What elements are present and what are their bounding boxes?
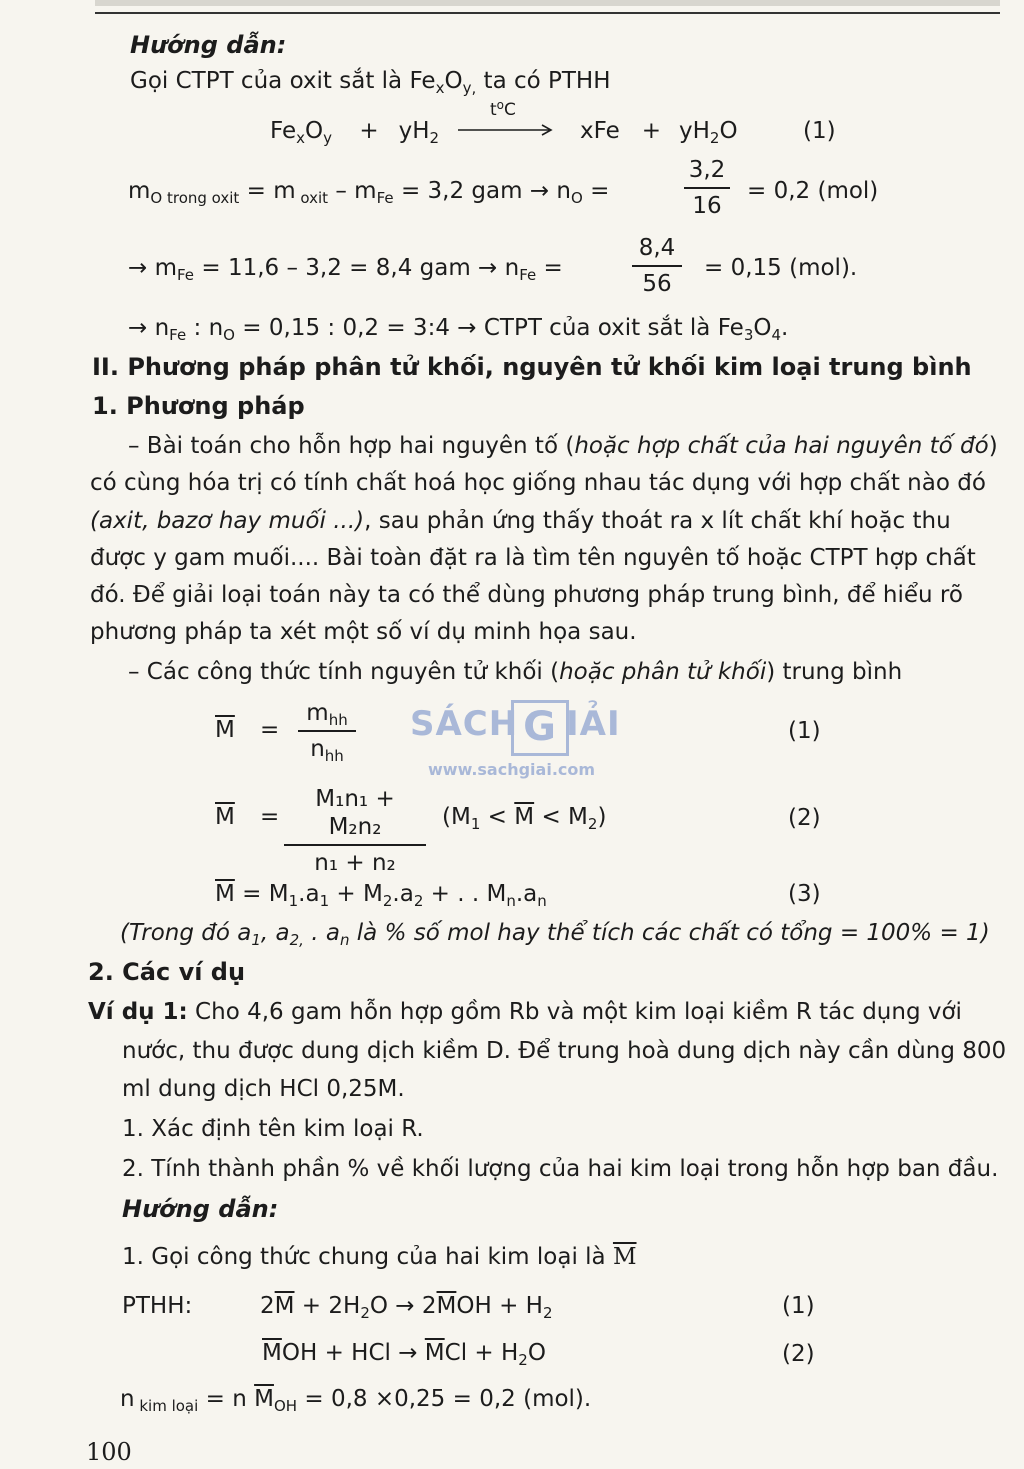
para1-line2: có cùng hóa trị có tính chất hoá học giống nhau tác dụng với hợp chất nào đó: [90, 470, 986, 496]
subsection-examples: 2. Các ví dụ: [88, 958, 246, 986]
line-mass-oxygen: $m_{O trong oxit} = m$ $_{oxit} - m_{Fe} = 3,2$ gam → $n_O$ =: [128, 178, 610, 207]
equation-1: $Fe_xO_y + yH_2$: [270, 118, 440, 147]
line-mass-iron: → $m_{Fe} = 11,6 - 3,2 = 8,4$ gam → $n_{Fe}$ =: [128, 255, 563, 284]
formula2-condition: $(M_1 < \overline{M} < M_2)$: [442, 804, 607, 833]
example1-question2: 2. Tính thành phần % về khối lượng của hai kim loại trong hỗn hợp ban đầu.: [122, 1156, 999, 1182]
line-mass-oxygen-result: = 0,2 (mol): [747, 178, 879, 204]
example1-step1: 1. Gọi công thức chung của hai kim loại là $\overline{M}$: [122, 1244, 637, 1270]
para1-line5: đó. Để giải loại toán này ta có thể dùng phương pháp trung bình, để hiểu rõ: [90, 582, 963, 608]
pthh-label: PTHH:: [122, 1293, 193, 1319]
example1-line2: nước, thu được dung dịch kiềm D. Để trung hoà dung dịch này cần dùng 800: [122, 1038, 1007, 1064]
para1-line3: (axit, bazơ hay muối ...), sau phản ứng thấy thoát ra x lít chất khí hoặc thu: [90, 508, 951, 534]
section-title: II. Phương pháp phân tử khối, nguyên tử khối kim loại trung bình: [92, 353, 972, 381]
example1-guide-heading: Hướng dẫn:: [122, 1195, 279, 1223]
header-shadow: [95, 0, 1000, 6]
formula1-fraction: $m_{hh}$ $n_{hh}$: [298, 699, 356, 763]
watermark-logo: SÁCH G IẢI: [410, 700, 620, 780]
formula-note: (Trong đó $a_1$, $a_{2,}$ . $a_n$ là % số mol hay thể tích các chất có tổng = 100% = 1): [120, 920, 990, 949]
header-rule: [95, 12, 1000, 14]
guide-intro: Gọi CTPT của oxit sắt là $Fe_xO_{y,}$ ta có PTHH: [130, 68, 611, 97]
example1-line1: Ví dụ 1: Cho 4,6 gam hỗn hợp gồm Rb và một kim loại kiềm R tác dụng với: [88, 999, 962, 1025]
reaction-1: $2\overline{M} + 2H_2O \to 2\overline{M}OH + H_2$: [260, 1293, 553, 1322]
para1-line6: phương pháp ta xét một số ví dụ minh họa sau.: [90, 619, 637, 645]
formula2-eq: =: [260, 804, 280, 830]
line-ratio: → $n_{Fe}$ : $n_O = 0,15$ : 0,2 = 3:4 → CTPT của oxit sắt là $Fe_3O_4$.: [128, 315, 789, 344]
fraction-8-4-over-56: 8,4 56: [632, 234, 682, 298]
formula3: $\overline{M} = M_1.a_1 + M_2.a_2$ + . . $M_n.a_n$: [215, 881, 547, 910]
equation-1-products: xFe + $yH_2O$: [580, 118, 738, 147]
line-mass-iron-result: = 0,15 (mol).: [704, 255, 858, 281]
formula2-fraction: M₁n₁ + M₂n₂ n₁ + n₂: [284, 785, 426, 877]
formula1-number: (1): [788, 718, 821, 744]
para1-line1: – Bài toán cho hỗn hợp hai nguyên tố (hoặc hợp chất của hai nguyên tố đó): [128, 433, 998, 459]
page-number: 100: [86, 1438, 132, 1466]
watermark-url: www.sachgiai.com: [428, 760, 596, 779]
equation-1-number: (1): [803, 118, 836, 144]
para2: – Các công thức tính nguyên tử khối (hoặc phân tử khối) trung bình: [128, 659, 903, 685]
reaction-2-number: (2): [782, 1341, 815, 1367]
formula1-eq: =: [260, 717, 280, 743]
fraction-3-2-over-16: 3,2 16: [684, 156, 730, 220]
example1-line3: ml dung dịch HCl 0,25M.: [122, 1076, 405, 1102]
reaction-arrow: [458, 122, 554, 138]
guide-heading: Hướng dẫn:: [130, 31, 287, 59]
formula2-mbar: $\overline{M}$: [215, 804, 235, 830]
subsection-method: 1. Phương pháp: [92, 392, 305, 420]
formula2-number: (2): [788, 805, 821, 831]
reaction-1-number: (1): [782, 1293, 815, 1319]
reaction-2: $\overline{M}OH$ + HCl → $\overline{M}Cl + H_2O$: [262, 1340, 546, 1369]
formula3-number: (3): [788, 881, 821, 907]
example1-question1: 1. Xác định tên kim loại R.: [122, 1116, 424, 1142]
para1-line4: được y gam muối.... Bài toàn đặt ra là tìm tên nguyên tố hoặc CTPT hợp chất: [90, 545, 976, 571]
moles-line: n $_{kim loại}$ = n $\overline{M}_{OH} = 0,8 \times 0,25 = 0,2$ (mol).: [120, 1386, 592, 1415]
reaction-condition: $t^oC$: [490, 98, 516, 120]
formula1-mbar: $\overline{M}$: [215, 717, 235, 743]
